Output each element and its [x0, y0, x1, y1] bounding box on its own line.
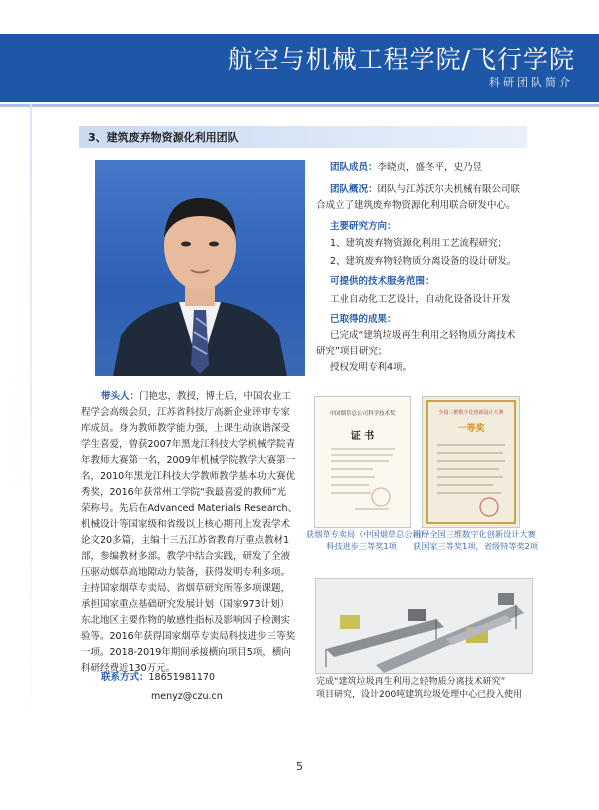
contact-label: 联系方式：: [101, 672, 149, 683]
achievement-line-3: 授权发明专利4项。: [330, 362, 413, 373]
leader-bio-line-8: 机械设计等国家级和省级以上核心期刊上发表学术: [81, 519, 291, 530]
processing-plant-rendering: [315, 578, 533, 674]
page-subtitle: 科研团队简介: [489, 76, 573, 89]
contact-email: menyz@czu.cn: [151, 691, 223, 702]
leader-bio-line-11: 压驱动烟草高地隙动力装备，获得发明专利多项。: [81, 567, 291, 578]
overview-value-1: 团队与江苏沃尔夫机械有限公司联: [377, 184, 521, 195]
certificate-1-header: 中国烟草总公司科学技术奖: [329, 411, 396, 417]
certificate-1-caption-1: 获烟草专卖局（中国烟草总公司): [306, 529, 424, 539]
leader-bio-line-9: 论文20多篇，主编十三五江苏省教育厅重点教材1: [81, 535, 290, 546]
overview-line-2: 合成立了建筑废弃物资源化利用联合研发中心。: [316, 200, 516, 211]
certificate-photo-2: [422, 396, 520, 528]
overview-label: 团队概况：: [330, 184, 378, 195]
achievement-line-1: 已完成“建筑垃圾再生利用之轻物质分离技术: [330, 330, 516, 341]
leader-bio-line-2: 库成员。身为教师教学能力强，上课生动诙谐深受: [81, 423, 291, 434]
services-label: 可提供的技术服务范围：: [330, 276, 435, 287]
leader-bio-line-13: 承担国家重点基础研究发展计划（国家973计划）: [81, 599, 290, 610]
certificate-2-caption-2: 获国家三等奖1项，省级特等奖2项: [413, 541, 539, 551]
leader-bio-line-12: 主持国家烟草专卖局、省烟草研究所等多项课题，: [81, 583, 291, 594]
members-value: 李晓贞，盛冬平，史乃昱: [377, 162, 483, 173]
section-title: 3、建筑废弃物资源化利用团队: [88, 131, 239, 144]
contact-line: [101, 670, 215, 686]
certificate-2-caption-1: 指导全国三维数字化创新设计大赛: [413, 529, 536, 539]
leader-bio-line-17: 科研经费近130万元。: [81, 663, 176, 674]
plant-caption-1: 完成“建筑垃圾再生利用之轻物质分离技术研究”: [316, 677, 506, 687]
page-title: 航空与机械工程学院/飞行学院: [227, 45, 575, 74]
research-item-1: 1、建筑废弃物资源化利用工艺流程研究；: [330, 238, 508, 249]
certificate-photo-1: [314, 396, 411, 528]
certificate-1-title: 证 书: [350, 431, 375, 442]
achievement-line-2: 研究”项目研究；: [316, 346, 388, 357]
achievements-label: 已取得的成果：: [330, 314, 397, 325]
leader-bio-line-10: 部，参编教材多部。教学中结合实践，研发了全液: [81, 551, 291, 562]
leader-bio-line-5: 名，2010年黑龙江科技大学教师教学基本功大赛优: [81, 471, 296, 482]
plant-caption-2: 项目研究，设计200吨建筑垃圾处理中心已投入使用: [316, 690, 523, 700]
contact-phone: 18651981170: [148, 672, 216, 683]
leader-bio-line-14: 东北地区主要作物的敏感性指标及影响因子检测实: [81, 615, 291, 626]
leader-bio-line-6: 秀奖，2016年获常州工学院“我最喜爱的教师”光: [81, 487, 287, 498]
certificate-2-award: 一等奖: [457, 424, 485, 434]
certificate-2-header: 全国三维数字化创新设计大赛: [438, 410, 504, 416]
leader-bio-line-3: 学生喜爱，曾获2007年黑龙江科技大学机械学院青: [81, 439, 296, 450]
research-item-2: 2、建筑废弃物轻物质分离设备的设计研发。: [330, 256, 517, 267]
left-decorative-bar: [30, 104, 32, 744]
leader-portrait-photo: [95, 160, 305, 376]
certificate-1-caption-2: 科技进步三等奖1项: [326, 541, 397, 551]
leader-label: 带头人：: [101, 391, 140, 402]
overview-line-1: [330, 182, 520, 198]
members-line: [330, 160, 482, 176]
members-label: 团队成员：: [330, 162, 378, 173]
research-label: 主要研究方向：: [330, 221, 397, 232]
services-value: 工业自动化工艺设计，自动化设备设计开发: [330, 294, 511, 305]
leader-bio-line-1: 程学会高级会员，江苏省科技厅高新企业评审专家: [81, 407, 291, 418]
leader-bio-line-7: 荣称号。先后在Advanced Materials Research、: [81, 503, 298, 514]
header-rule: [0, 104, 599, 107]
leader-bio-text-0: 门艳忠，教授，博士后，中国农业工: [139, 391, 292, 402]
leader-bio-line-4: 年教师大赛第一名，2009年机械学院教学大赛第一: [81, 455, 296, 466]
page-number: 5: [296, 760, 303, 773]
leader-bio-line-16: 一项。2018-2019年期间承接横向项目5项，横向: [81, 647, 291, 658]
leader-bio-line-0: [101, 389, 291, 405]
leader-bio-line-15: 验等。2016年获得国家烟草专卖局科技进步三等奖: [81, 631, 296, 642]
